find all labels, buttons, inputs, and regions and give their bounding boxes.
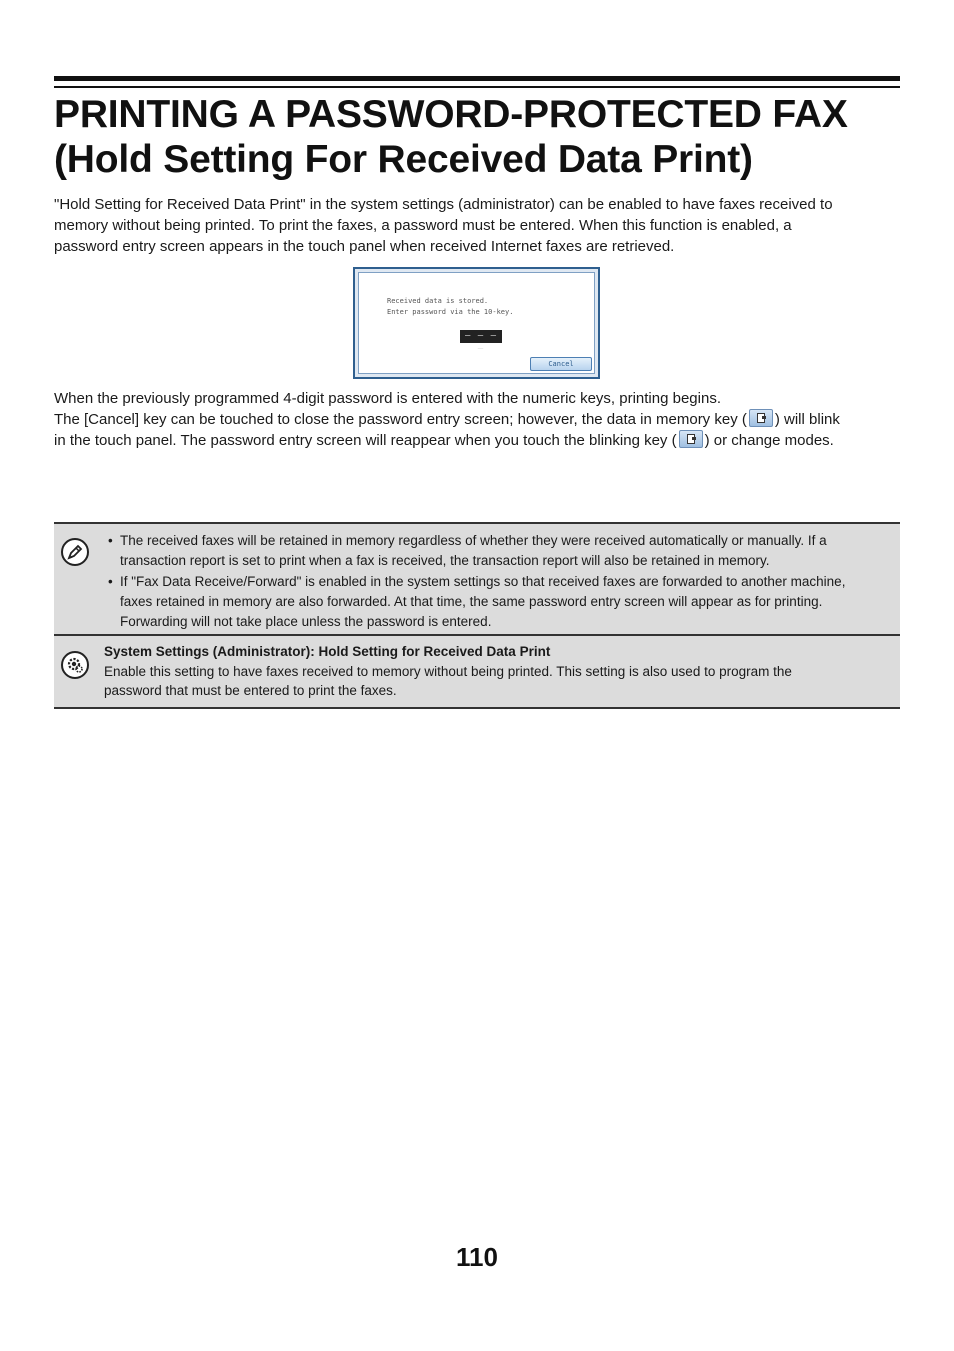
settings-line-2: password that must be entered to print the faxes. — [104, 683, 397, 698]
cancel-button[interactable]: Cancel — [530, 357, 592, 371]
settings-text — [104, 642, 894, 701]
screen-message — [387, 296, 513, 318]
list-item — [106, 572, 896, 632]
intro-line-2: memory without being printed. To print the faxes, a password must be entered. When this function is enabled, a — [54, 217, 792, 234]
body-line-3-end: ) or change modes. — [704, 432, 834, 449]
body-line-3-start: in the touch panel. The password entry screen will reappear when you touch the blinking key ( — [54, 432, 677, 449]
page-number: 110 — [456, 1242, 498, 1272]
body-line-3 — [54, 430, 900, 451]
intro-line-3: password entry screen appears in the touch panel when received Internet faxes are retrieved. — [54, 238, 675, 255]
blinking-key-icon — [679, 430, 703, 448]
system-settings-box — [54, 634, 900, 709]
screen-panel — [358, 272, 595, 374]
note-2-line-2: faxes retained in memory are also forwarded. At that time, the same password entry screen will appear as for printing. — [120, 594, 823, 609]
title-line-2: (Hold Setting For Received Data Print) — [54, 138, 753, 181]
list-item — [106, 531, 896, 571]
pencil-icon — [61, 538, 89, 566]
intro-line-1: "Hold Setting for Received Data Print" in the system settings (administrator) can be enabled to have faxes received to — [54, 196, 833, 213]
body-line-1: When the previously programmed 4-digit password is entered with the numeric keys, printing begins. — [54, 390, 721, 407]
page-title — [54, 92, 914, 182]
settings-line-1: Enable this setting to have faxes received to memory without being printed. This setting is also used to program the — [104, 663, 792, 679]
body-line-2-start: The [Cancel] key can be touched to close the password entry screen; however, the data in memory key ( — [54, 411, 747, 428]
password-field[interactable]: – – – – — [460, 330, 502, 343]
screen-message-line-2: Enter password via the 10-key. — [387, 308, 514, 316]
body-paragraph — [54, 388, 900, 451]
note-2-line-1: • If "Fax Data Receive/Forward" is enabled in the system settings so that received faxes are forwarded to another machine, — [120, 574, 846, 589]
settings-heading: System Settings (Administrator): Hold Setting for Received Data Print — [104, 644, 551, 659]
gear-icon — [61, 651, 89, 679]
password-entry-screen — [353, 267, 600, 379]
note-1-line-1: • The received faxes will be retained in memory regardless of whether they were received automatically or manually. If a — [120, 533, 827, 548]
title-line-1: PRINTING A PASSWORD-PROTECTED FAX — [54, 93, 848, 136]
header-rule-thin — [54, 86, 900, 88]
note-1-line-2: transaction report is set to print when a fax is received, the transaction report will also be retained in memory. — [120, 553, 770, 568]
notes-list — [106, 531, 896, 633]
notes-box — [54, 522, 900, 635]
body-line-2 — [54, 409, 900, 430]
header-rule-thick — [54, 76, 900, 81]
intro-paragraph — [54, 194, 900, 257]
screen-message-line-1: Received data is stored. — [387, 297, 489, 305]
body-line-2-end: ) will blink — [774, 411, 840, 428]
data-in-memory-key-icon — [749, 409, 773, 427]
note-2-line-3: Forwarding will not take place unless the password is entered. — [120, 614, 492, 629]
